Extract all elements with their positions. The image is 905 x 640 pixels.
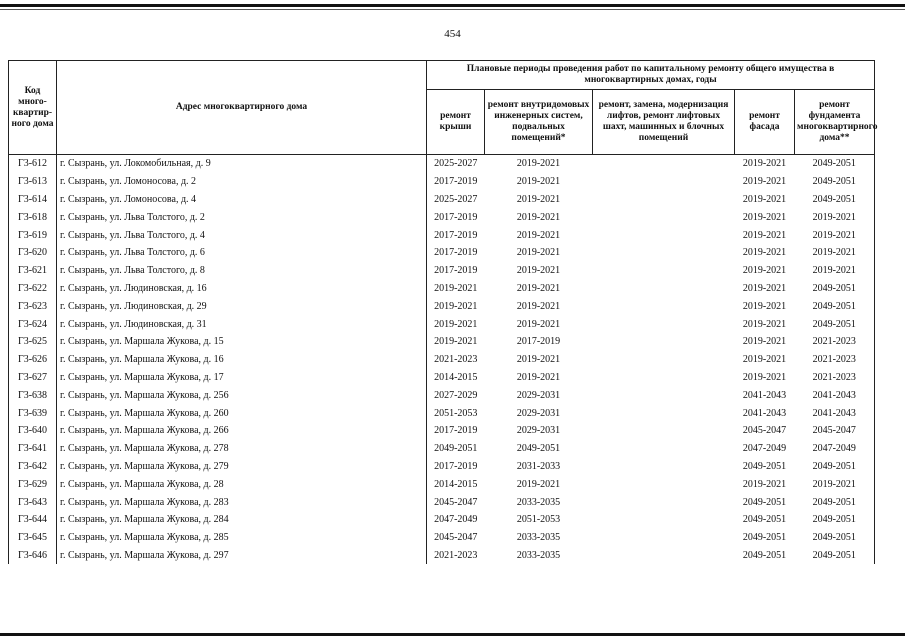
row-roof-period: 2017-2019 — [434, 460, 478, 472]
row-foundation-period: 2049-2051 — [795, 458, 875, 476]
row-roof-period: 2017-2019 — [434, 425, 478, 437]
row-elevators-period — [593, 333, 735, 351]
row-code: Г3-644 — [9, 511, 57, 529]
row-code: Г3-645 — [9, 529, 57, 547]
row-elevators-period — [593, 547, 735, 565]
row-foundation-period: 2021-2023 — [795, 333, 875, 351]
row-facade-period: 2049-2051 — [742, 514, 787, 526]
row-facade-period: 2049-2051 — [742, 549, 787, 561]
row-address: г. Сызрань, ул. Маршала Жукова, д. 260 — [57, 404, 427, 422]
row-roof-period: 2017-2019 — [434, 265, 478, 277]
row-foundation-period: 2019-2021 — [795, 475, 875, 493]
row-elevators-period — [593, 155, 735, 173]
row-address: г. Сызрань, ул. Льва Толстого, д. 4 — [57, 226, 427, 244]
row-code: Г3-639 — [9, 404, 57, 422]
table-row — [9, 440, 875, 458]
table-row — [9, 493, 875, 511]
row-engineering-period: 2019-2021 — [516, 478, 561, 490]
row-engineering-period: 2029-2031 — [516, 425, 561, 437]
row-roof-period: 2017-2019 — [434, 211, 478, 223]
top-rule — [0, 4, 905, 7]
row-foundation-period: 2049-2051 — [795, 191, 875, 209]
row-address: г. Сызрань, ул. Людиновская, д. 31 — [57, 315, 427, 333]
row-address: г. Сызрань, ул. Маршала Жукова, д. 285 — [57, 529, 427, 547]
row-engineering-period: 2029-2031 — [516, 389, 561, 401]
row-engineering-period: 2019-2021 — [516, 193, 561, 205]
row-foundation-period: 2021-2023 — [795, 369, 875, 387]
row-facade-period: 2041-2043 — [742, 407, 787, 419]
row-facade-period: 2019-2021 — [742, 478, 787, 490]
row-roof-period: 2019-2021 — [434, 318, 478, 330]
row-elevators-period — [593, 511, 735, 529]
row-code: Г3-625 — [9, 333, 57, 351]
row-address: г. Сызрань, ул. Льва Толстого, д. 6 — [57, 244, 427, 262]
table-row — [9, 262, 875, 280]
row-elevators-period — [593, 404, 735, 422]
table-row — [9, 244, 875, 262]
row-roof-period: 2047-2049 — [434, 514, 478, 526]
table-row — [9, 155, 875, 173]
table-row — [9, 315, 875, 333]
row-foundation-period: 2049-2051 — [795, 511, 875, 529]
table-row — [9, 386, 875, 404]
row-foundation-period: 2045-2047 — [795, 422, 875, 440]
row-code: Г3-612 — [9, 155, 57, 173]
table-row — [9, 297, 875, 315]
row-code: Г3-642 — [9, 458, 57, 476]
row-code: Г3-622 — [9, 280, 57, 298]
row-address: г. Сызрань, ул. Людиновская, д. 29 — [57, 297, 427, 315]
row-elevators-period — [593, 262, 735, 280]
row-facade-period: 2049-2051 — [742, 496, 787, 508]
row-facade-period: 2019-2021 — [742, 354, 787, 366]
row-address: г. Сызрань, ул. Ломоносова, д. 4 — [57, 191, 427, 209]
row-facade-period: 2047-2049 — [742, 443, 787, 455]
table-row — [9, 547, 875, 565]
row-facade-period: 2019-2021 — [742, 211, 787, 223]
row-address: г. Сызрань, ул. Льва Толстого, д. 2 — [57, 208, 427, 226]
row-facade-period: 2019-2021 — [742, 158, 787, 170]
table-row — [9, 475, 875, 493]
row-foundation-period: 2021-2023 — [795, 351, 875, 369]
row-code: Г3-618 — [9, 208, 57, 226]
row-roof-period: 2017-2019 — [434, 176, 478, 188]
row-roof-period: 2019-2021 — [434, 282, 478, 294]
row-elevators-period — [593, 173, 735, 191]
row-engineering-period: 2019-2021 — [516, 229, 561, 241]
header-group-periods: Плановые периоды проведения работ по капитальному ремонту общего имущества в многоквартирных домах, годы — [427, 61, 875, 90]
row-facade-period: 2019-2021 — [742, 336, 787, 348]
row-roof-period: 2025-2027 — [434, 193, 478, 205]
header-address: Адрес многоквартирного дома — [57, 61, 427, 155]
row-roof-period: 2021-2023 — [434, 354, 478, 366]
row-elevators-period — [593, 422, 735, 440]
row-address: г. Сызрань, ул. Маршала Жукова, д. 278 — [57, 440, 427, 458]
row-foundation-period: 2047-2049 — [795, 440, 875, 458]
row-address: г. Сызрань, ул. Людиновская, д. 16 — [57, 280, 427, 298]
row-code: Г3-646 — [9, 547, 57, 565]
row-engineering-period: 2031-2033 — [516, 460, 561, 472]
row-code: Г3-640 — [9, 422, 57, 440]
row-engineering-period: 2019-2021 — [516, 282, 561, 294]
row-code: Г3-626 — [9, 351, 57, 369]
table-row — [9, 280, 875, 298]
row-facade-period: 2049-2051 — [742, 460, 787, 472]
row-address: г. Сызрань, ул. Маршала Жукова, д. 279 — [57, 458, 427, 476]
repair-schedule-table — [8, 60, 878, 564]
table-row — [9, 208, 875, 226]
row-elevators-period — [593, 386, 735, 404]
table-row — [9, 333, 875, 351]
header-engineering: ремонт внутридомовых инженерных систем, подвальных помещений* — [485, 90, 593, 155]
row-foundation-period: 2049-2051 — [795, 529, 875, 547]
row-engineering-period: 2049-2051 — [516, 443, 561, 455]
row-code: Г3-614 — [9, 191, 57, 209]
row-engineering-period: 2033-2035 — [516, 496, 561, 508]
row-roof-period: 2045-2047 — [434, 496, 478, 508]
row-elevators-period — [593, 493, 735, 511]
row-elevators-period — [593, 351, 735, 369]
header-roof: ремонт крыши — [427, 90, 485, 155]
row-address: г. Сызрань, ул. Маршала Жукова, д. 283 — [57, 493, 427, 511]
row-roof-period: 2051-2053 — [434, 407, 478, 419]
row-facade-period: 2045-2047 — [742, 425, 787, 437]
row-engineering-period: 2033-2035 — [516, 532, 561, 544]
row-address: г. Сызрань, ул. Маршала Жукова, д. 266 — [57, 422, 427, 440]
row-foundation-period: 2019-2021 — [795, 262, 875, 280]
row-elevators-period — [593, 369, 735, 387]
row-roof-period: 2027-2029 — [434, 389, 478, 401]
row-foundation-period: 2041-2043 — [795, 386, 875, 404]
table-body — [9, 155, 875, 565]
table-row — [9, 404, 875, 422]
row-foundation-period: 2041-2043 — [795, 404, 875, 422]
row-code: Г3-623 — [9, 297, 57, 315]
row-foundation-period: 2049-2051 — [795, 280, 875, 298]
row-code: Г3-643 — [9, 493, 57, 511]
row-foundation-period: 2049-2051 — [795, 297, 875, 315]
row-address: г. Сызрань, ул. Локомобильная, д. 9 — [57, 155, 427, 173]
row-engineering-period: 2019-2021 — [516, 247, 561, 259]
row-address: г. Сызрань, ул. Маршала Жукова, д. 284 — [57, 511, 427, 529]
table-row — [9, 511, 875, 529]
row-address: г. Сызрань, ул. Маршала Жукова, д. 297 — [57, 547, 427, 565]
row-facade-period: 2019-2021 — [742, 229, 787, 241]
row-foundation-period: 2019-2021 — [795, 244, 875, 262]
row-roof-period: 2014-2015 — [434, 478, 478, 490]
row-elevators-period — [593, 208, 735, 226]
row-facade-period: 2019-2021 — [742, 176, 787, 188]
row-facade-period: 2019-2021 — [742, 247, 787, 259]
row-address: г. Сызрань, ул. Ломоносова, д. 2 — [57, 173, 427, 191]
row-roof-period: 2014-2015 — [434, 371, 478, 383]
row-address: г. Сызрань, ул. Маршала Жукова, д. 15 — [57, 333, 427, 351]
row-code: Г3-621 — [9, 262, 57, 280]
row-address: г. Сызрань, ул. Льва Толстого, д. 8 — [57, 262, 427, 280]
header-foundation: ремонт фундамента многоквартирного дома** — [795, 90, 875, 155]
row-elevators-period — [593, 280, 735, 298]
row-elevators-period — [593, 475, 735, 493]
table-row — [9, 458, 875, 476]
row-engineering-period: 2019-2021 — [516, 176, 561, 188]
row-roof-period: 2019-2021 — [434, 336, 478, 348]
row-roof-period: 2017-2019 — [434, 229, 478, 241]
row-foundation-period: 2049-2051 — [795, 315, 875, 333]
row-code: Г3-620 — [9, 244, 57, 262]
row-facade-period: 2019-2021 — [742, 371, 787, 383]
bottom-rule — [0, 633, 905, 636]
row-engineering-period: 2019-2021 — [516, 265, 561, 277]
row-roof-period: 2045-2047 — [434, 532, 478, 544]
table-row — [9, 351, 875, 369]
top-rule-thin — [0, 9, 905, 10]
row-elevators-period — [593, 315, 735, 333]
header-facade: ремонт фасада — [735, 90, 795, 155]
row-address: г. Сызрань, ул. Маршала Жукова, д. 256 — [57, 386, 427, 404]
row-engineering-period: 2017-2019 — [516, 336, 561, 348]
row-address: г. Сызрань, ул. Маршала Жукова, д. 28 — [57, 475, 427, 493]
row-foundation-period: 2019-2021 — [795, 226, 875, 244]
row-roof-period: 2017-2019 — [434, 247, 478, 259]
row-roof-period: 2021-2023 — [434, 549, 478, 561]
row-engineering-period: 2019-2021 — [516, 158, 561, 170]
row-foundation-period: 2049-2051 — [795, 547, 875, 565]
table-row — [9, 422, 875, 440]
row-code: Г3-619 — [9, 226, 57, 244]
row-facade-period: 2041-2043 — [742, 389, 787, 401]
row-facade-period: 2019-2021 — [742, 318, 787, 330]
row-code: Г3-613 — [9, 173, 57, 191]
row-engineering-period: 2051-2053 — [516, 514, 561, 526]
table-row — [9, 529, 875, 547]
row-facade-period: 2019-2021 — [742, 193, 787, 205]
row-elevators-period — [593, 244, 735, 262]
row-elevators-period — [593, 191, 735, 209]
row-engineering-period: 2019-2021 — [516, 211, 561, 223]
row-elevators-period — [593, 226, 735, 244]
table-row — [9, 369, 875, 387]
row-roof-period: 2049-2051 — [434, 443, 478, 455]
table-row — [9, 191, 875, 209]
row-address: г. Сызрань, ул. Маршала Жукова, д. 17 — [57, 369, 427, 387]
row-engineering-period: 2019-2021 — [516, 318, 561, 330]
header-elevators: ремонт, замена, модернизация лифтов, ремонт лифтовых шахт, машинных и блочных помещений — [593, 90, 735, 155]
header-code: Код много-квартир-ного дома — [9, 61, 57, 155]
row-code: Г3-641 — [9, 440, 57, 458]
row-engineering-period: 2029-2031 — [516, 407, 561, 419]
row-roof-period: 2019-2021 — [434, 300, 478, 312]
row-elevators-period — [593, 297, 735, 315]
row-address: г. Сызрань, ул. Маршала Жукова, д. 16 — [57, 351, 427, 369]
row-elevators-period — [593, 440, 735, 458]
row-code: Г3-629 — [9, 475, 57, 493]
row-code: Г3-627 — [9, 369, 57, 387]
row-roof-period: 2025-2027 — [434, 158, 478, 170]
row-engineering-period: 2019-2021 — [516, 371, 561, 383]
row-foundation-period: 2049-2051 — [795, 173, 875, 191]
row-foundation-period: 2049-2051 — [795, 155, 875, 173]
row-facade-period: 2019-2021 — [742, 300, 787, 312]
row-foundation-period: 2049-2051 — [795, 493, 875, 511]
row-engineering-period: 2019-2021 — [516, 354, 561, 366]
row-elevators-period — [593, 458, 735, 476]
table-row — [9, 226, 875, 244]
row-elevators-period — [593, 529, 735, 547]
row-facade-period: 2019-2021 — [742, 282, 787, 294]
row-facade-period: 2049-2051 — [742, 532, 787, 544]
row-code: Г3-624 — [9, 315, 57, 333]
row-facade-period: 2019-2021 — [742, 265, 787, 277]
row-foundation-period: 2019-2021 — [795, 208, 875, 226]
row-engineering-period: 2033-2035 — [516, 549, 561, 561]
row-code: Г3-638 — [9, 386, 57, 404]
row-engineering-period: 2019-2021 — [516, 300, 561, 312]
page-number: 454 — [444, 28, 461, 40]
table-row — [9, 173, 875, 191]
